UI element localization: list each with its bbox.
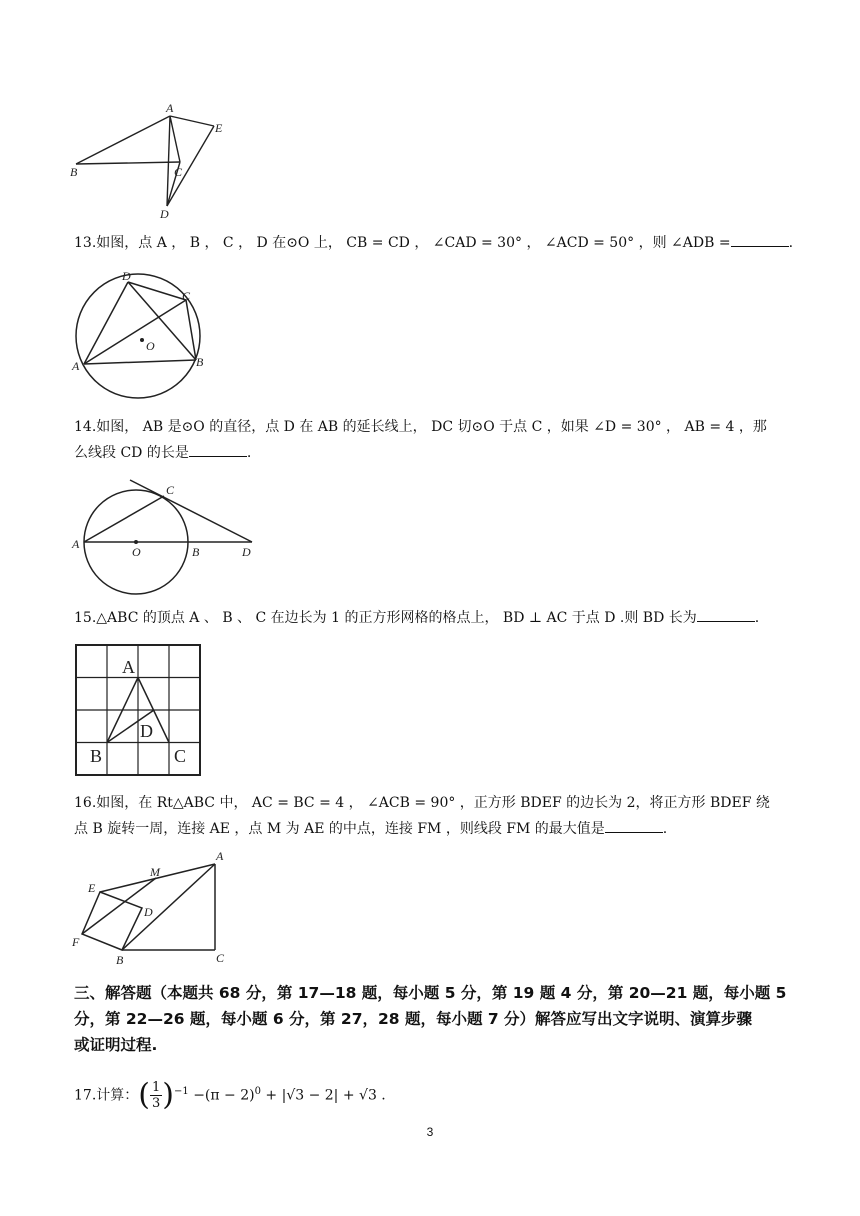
label-O: O [132,545,141,559]
label-C: C [166,483,175,497]
q17-frac-num: 1 [151,1080,161,1096]
label-A: A [166,102,174,115]
q17-exp2: 0 [254,1086,261,1097]
q17-frac-den: 3 [151,1096,161,1112]
q17-fraction [150,1080,162,1111]
q15-number: 15. [74,610,97,626]
label-A: A [216,849,224,863]
label-A: A [122,657,135,677]
label-B: B [70,165,78,179]
label-E: E [215,121,223,135]
question-15 [74,605,796,631]
label-D: D [144,905,153,919]
q14-number: 14. [74,419,97,435]
label-A: A [72,537,80,551]
label-C: C [216,951,225,965]
q16-answer-blank[interactable] [605,818,663,833]
question-14 [74,414,796,466]
section3-line1: 三、解答题（本题共 68 分，第 17—18 题，每小题 5 分，第 19 题 4 分，第 20—21 题，每小题 5 [74,984,787,1002]
label-D: D [242,545,251,559]
figure-q12 [70,102,230,222]
figure-q15-grid [74,643,202,777]
section3-line2: 分，第 22—26 题，每小题 6 分，第 27，28 题，每小题 7 分）解答应写出文字说明、演算步骤 [74,1010,753,1028]
label-C: C [182,289,191,303]
q16-number: 16. [74,795,97,811]
figure-q16 [70,846,234,968]
figure-q14 [70,476,260,598]
q15-answer-blank[interactable] [697,607,755,622]
q14-line2: 么线段 CD 的长是 [74,445,189,461]
label-D: D [160,207,169,221]
q14-answer-blank[interactable] [189,442,247,457]
question-16 [74,790,796,842]
label-B: B [116,953,124,967]
label-A: A [72,359,80,373]
q16-line1: 如图，在 Rt△ABC 中， AC = BC = 4 ， ∠ACB = 90° ，正方形 BDEF 的边长为 2，将正方形 BDEF 绕 [96,795,770,811]
page-number: 3 [426,1125,434,1139]
q14-end: . [246,445,252,461]
q17-part2: −(π − 2) [193,1087,255,1104]
label-D: D [140,721,153,741]
question-17: 17.计算：( $\frac{1}{3}$ )$^{-1} -(\pi - 2)^0 + |√3 - 2| + √3$ . [74,1077,386,1113]
label-C: C [174,165,183,179]
q13-answer-blank[interactable] [731,232,789,247]
label-D: D [122,269,131,283]
label-M: M [150,865,160,879]
label-B: B [196,355,204,369]
label-B: B [192,545,200,559]
q13-end: . [788,235,794,251]
section3-line3: 或证明过程. [74,1036,158,1054]
label-F: F [72,935,80,949]
q16-line2: 点 B 旋转一周，连接 AE ，点 M 为 AE 的中点，连接 FM ，则线段 FM 的最大值是 [74,821,605,837]
question-13 [74,230,796,256]
section-3-heading [74,980,802,1058]
figure-q13 [70,268,210,402]
label-O: O [146,339,155,353]
q14-line1: 如图， AB 是⊙O 的直径，点 D 在 AB 的延长线上， DC 切⊙O 于点 C ，如果 ∠D = 30° ， AB = 4 ，那 [96,419,767,435]
label-E: E [88,881,96,895]
q13-text: 如图，点 A ， B ， C ， D 在⊙O 上， CB = CD ， ∠CAD = 30° ， ∠ACD = 50° ，则 ∠ADB = [96,235,731,251]
q13-number: 13. [74,235,97,251]
q17-number: 17. [74,1087,97,1104]
q15-text: △ABC 的顶点 A 、 B 、 C 在边长为 1 的正方形网格的格点上， BD ⊥ AC 于点 D .则 BD 长为 [96,610,697,626]
q15-end: . [754,610,760,626]
q17-prefix: 计算： [96,1087,139,1104]
q16-end: . [662,821,668,837]
q17-part3: + |√3 − 2| + √3 . [265,1087,386,1104]
q17-exp1: −1 [173,1086,189,1097]
label-C: C [174,746,187,766]
label-B: B [90,746,103,766]
